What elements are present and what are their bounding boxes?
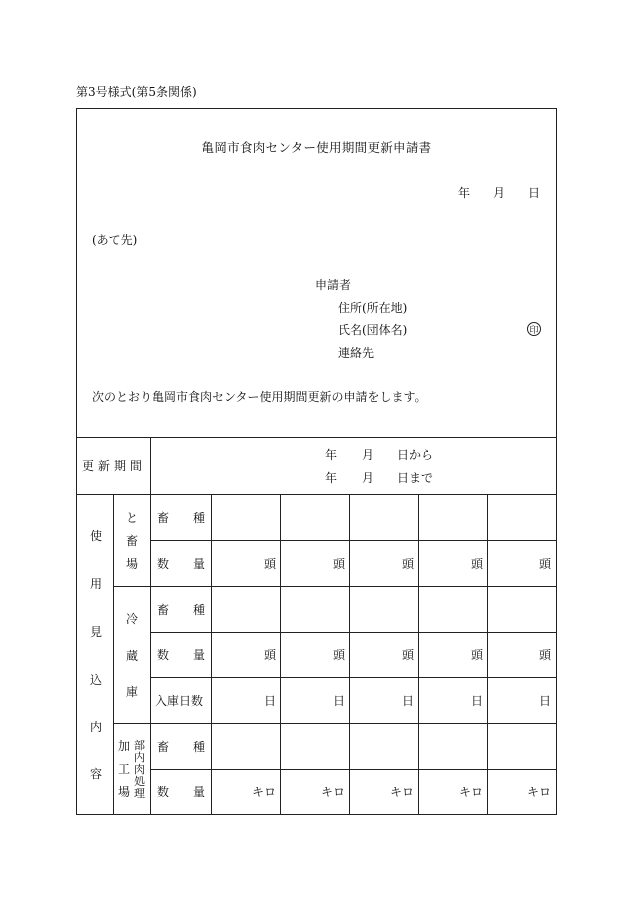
- period-label: 更新期間: [82, 459, 147, 473]
- form-frame: [76, 108, 557, 815]
- vline-col-3: [349, 494, 350, 814]
- unit-head-r1-c5: 頭: [539, 557, 552, 571]
- vline-col-1: [211, 494, 212, 814]
- divider-top-table: [76, 437, 557, 438]
- cold-storage-char-1: 冷: [126, 612, 139, 626]
- period-to-day: 日まで: [397, 471, 434, 485]
- divider-row-2: [113, 586, 557, 587]
- applicant-contact-label: 連絡先: [338, 346, 375, 360]
- period-to-year: 年: [325, 471, 338, 485]
- processing-right-char-5: 理: [134, 787, 145, 800]
- row-label-quantity-2: 数 量: [157, 648, 206, 662]
- cold-storage-char-2: 蔵: [126, 649, 139, 663]
- processing-left-char-3: 場: [118, 785, 131, 799]
- applicant-label: 申請者: [315, 278, 352, 292]
- processing-right-char-3: 肉: [134, 763, 145, 776]
- usage-label-char-4: 込: [90, 673, 103, 687]
- usage-label-char-3: 見: [90, 625, 103, 639]
- unit-kilo-c5: キロ: [527, 785, 552, 799]
- unit-head-r1-c4: 頭: [471, 557, 484, 571]
- usage-label-char-2: 用: [90, 577, 103, 591]
- divider-period-bottom: [76, 494, 557, 495]
- date-year: 年: [458, 186, 471, 200]
- vline-usage-right: [113, 494, 114, 814]
- unit-head-r2-c3: 頭: [402, 648, 415, 662]
- processing-right-char-4: 処: [134, 775, 145, 788]
- unit-head-r1-c3: 頭: [402, 557, 415, 571]
- period-to-month: 月: [362, 471, 375, 485]
- row-label-quantity-3: 数 量: [157, 785, 206, 799]
- unit-kilo-c1: キロ: [252, 785, 277, 799]
- addressee-label: (あて先): [92, 233, 138, 247]
- date-month: 月: [493, 186, 506, 200]
- unit-kilo-c2: キロ: [321, 785, 346, 799]
- unit-head-r1-c1: 頭: [264, 557, 277, 571]
- form-title: 亀岡市食肉センター使用期間更新申請書: [201, 140, 432, 155]
- usage-label-char-6: 容: [90, 767, 103, 781]
- form-number: 第3号様式(第5条関係): [76, 85, 197, 99]
- row-label-quantity-1: 数 量: [157, 557, 206, 571]
- applicant-name-label: 氏名(団体名): [338, 323, 408, 337]
- unit-day-c4: 日: [471, 694, 484, 708]
- period-from-day: 日から: [397, 448, 434, 462]
- cold-storage-char-3: 庫: [126, 685, 139, 699]
- processing-left-char-1: 加: [118, 739, 131, 753]
- unit-kilo-c4: キロ: [459, 785, 484, 799]
- row-label-storage-days: 入庫日数: [155, 694, 204, 708]
- unit-day-c1: 日: [264, 694, 277, 708]
- unit-day-c5: 日: [539, 694, 552, 708]
- usage-label-char-1: 使: [90, 529, 103, 543]
- processing-right-char-1: 部: [134, 739, 145, 752]
- period-from-month: 月: [362, 448, 375, 462]
- unit-day-c2: 日: [333, 694, 346, 708]
- unit-kilo-c3: キロ: [390, 785, 415, 799]
- unit-day-c3: 日: [402, 694, 415, 708]
- unit-head-r2-c5: 頭: [539, 648, 552, 662]
- unit-head-r1-c2: 頭: [333, 557, 346, 571]
- usage-label-char-5: 内: [90, 720, 103, 734]
- statement-text: 次のとおり亀岡市食肉センター使用期間更新の申請をします。: [92, 390, 427, 404]
- vline-label-right: [150, 437, 151, 814]
- processing-left-char-2: 工: [118, 762, 131, 776]
- date-day: 日: [528, 186, 541, 200]
- row-label-livestock-1: 畜 種: [157, 511, 206, 525]
- period-from-year: 年: [325, 448, 338, 462]
- slaughterhouse-char-1: と: [126, 511, 139, 525]
- unit-head-r2-c1: 頭: [264, 648, 277, 662]
- vline-col-5: [487, 494, 488, 814]
- slaughterhouse-char-3: 場: [126, 557, 139, 571]
- row-label-livestock-3: 畜 種: [157, 740, 206, 754]
- slaughterhouse-char-2: 畜: [126, 534, 139, 548]
- unit-head-r2-c4: 頭: [471, 648, 484, 662]
- vline-col-4: [418, 494, 419, 814]
- processing-right-char-2: 内: [134, 751, 145, 764]
- unit-head-r2-c2: 頭: [333, 648, 346, 662]
- seal-mark: 印: [527, 322, 541, 336]
- row-label-livestock-2: 畜 種: [157, 603, 206, 617]
- vline-col-2: [280, 494, 281, 814]
- applicant-address-label: 住所(所在地): [338, 301, 408, 315]
- divider-row-5: [113, 723, 557, 724]
